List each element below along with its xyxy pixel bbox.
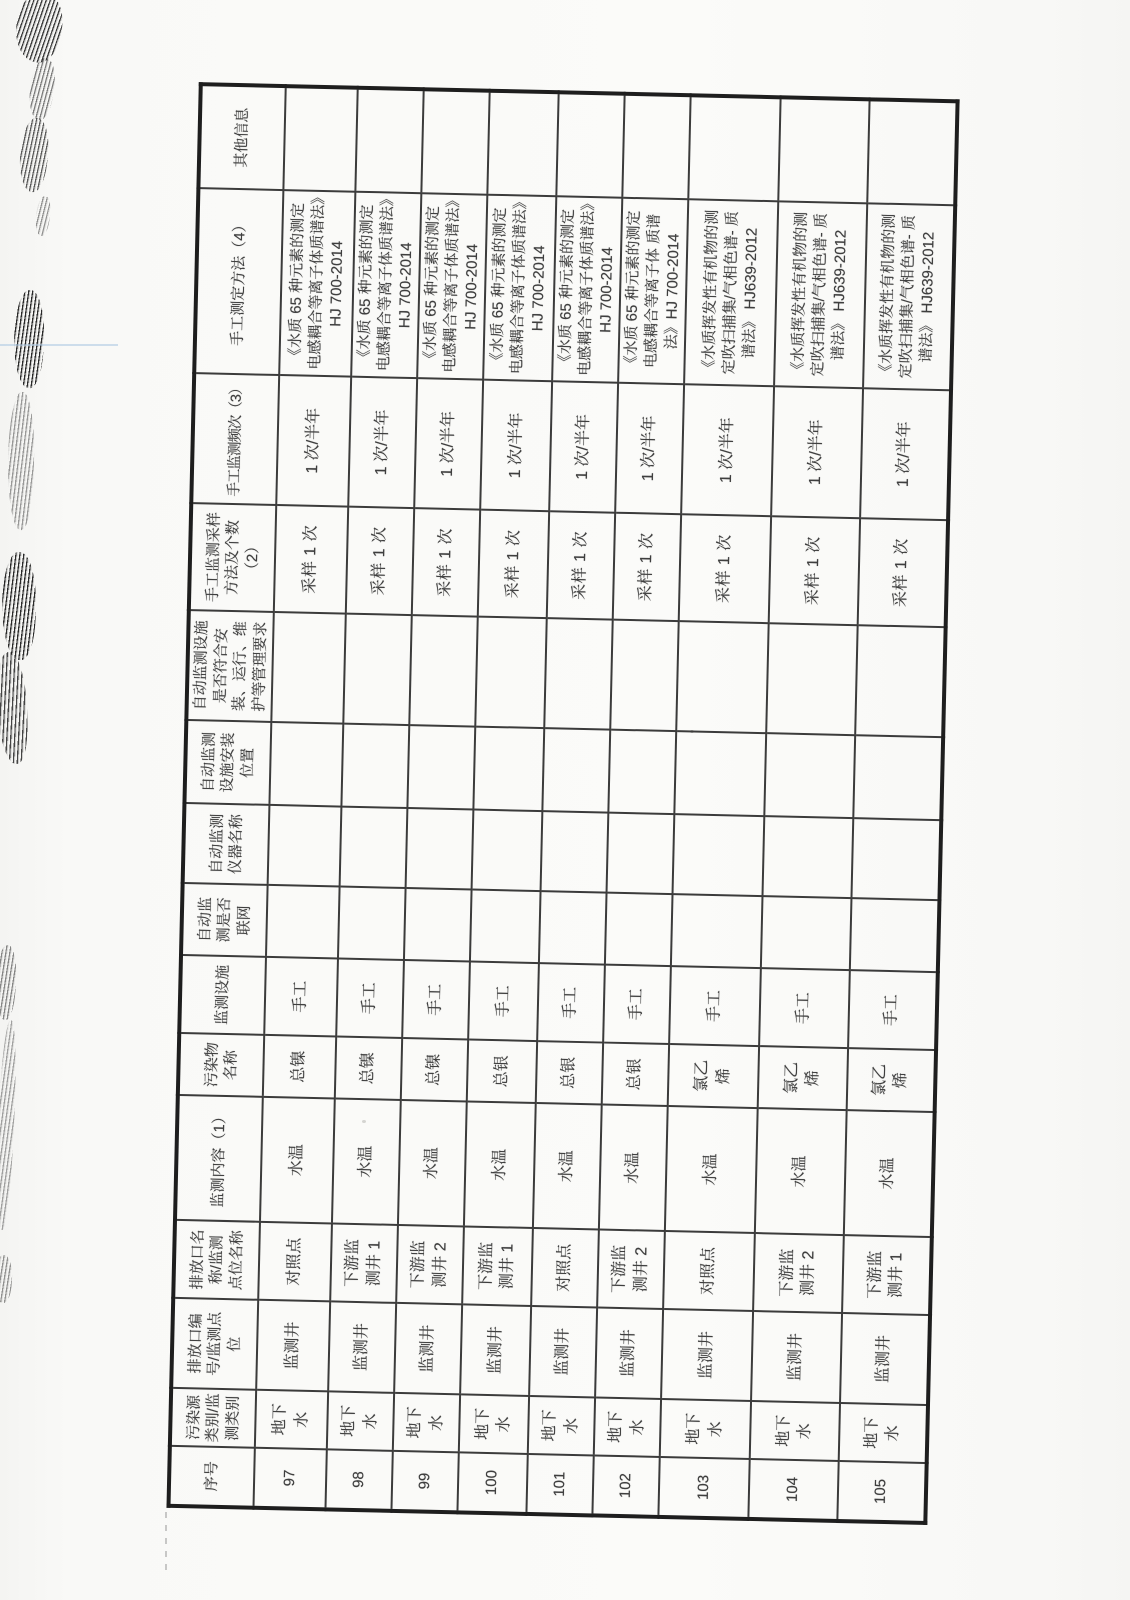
table-cell: 水温: [398, 1100, 467, 1226]
table-cell: 总银: [536, 1041, 603, 1104]
table-cell: 水温: [533, 1103, 602, 1229]
table-cell: [867, 99, 957, 205]
table-cell: 地下水: [255, 1390, 328, 1450]
table-cell: [610, 620, 678, 731]
table-cell: 采样 1 次: [346, 507, 414, 615]
table-cell: 104: [748, 1459, 838, 1521]
table-cell: 对照点: [531, 1228, 599, 1307]
table-cell: 地下水: [393, 1393, 460, 1452]
table-cell: 氯乙烯: [667, 1044, 758, 1108]
table-cell: 水温: [599, 1105, 668, 1231]
table-cell: [343, 614, 411, 725]
table-cell: [266, 885, 340, 959]
table-cell: 1 次/半年: [276, 375, 351, 507]
table-cell: 监测井: [256, 1300, 330, 1392]
table-cell: 98: [325, 1449, 392, 1510]
table-cell: 水温: [260, 1097, 335, 1224]
table-cell: 《水质 65 种元素的测定电感耦合等离子体质谱法》HJ 700-2014: [417, 193, 487, 379]
table-cell: 地下水: [528, 1396, 595, 1455]
table-cell: 99: [391, 1451, 458, 1512]
table-cell: [605, 893, 672, 966]
table-cell: 对照点: [258, 1222, 332, 1302]
table-cell: 103: [658, 1457, 749, 1519]
table-cell: [340, 807, 408, 888]
table-cell: 手工: [468, 961, 539, 1041]
table-cell: [764, 733, 855, 818]
table-cell: 《水质 65 种元素的测定电感耦合等离子体质谱法》HJ 700-2014: [351, 192, 421, 378]
table-cell: 《水质 65 种元素的测定电感耦合等离子体 质谱 法》HJ 700-2014: [618, 198, 688, 384]
header-cell: 其他信息: [198, 84, 285, 190]
table-cell: 监测井: [394, 1303, 462, 1394]
table-cell: 下游监测井 2: [753, 1233, 844, 1313]
table-cell: [851, 818, 941, 900]
table-cell: 1 次/半年: [615, 383, 684, 514]
table-cell: 1 次/半年: [549, 381, 618, 512]
table-cell: [475, 617, 546, 729]
table-cell: [853, 735, 943, 820]
ink-smudge: [0, 652, 29, 765]
table-cell: 手工: [759, 968, 850, 1048]
table-cell: 97: [253, 1448, 326, 1510]
table-cell: 监测井: [661, 1309, 753, 1401]
table-cell: 监测井: [328, 1301, 396, 1392]
table-cell: [778, 97, 869, 203]
table-cell: [269, 722, 343, 807]
table-cell: 手工: [603, 965, 671, 1044]
ink-smudge: [0, 1020, 19, 1231]
table-cell: 地下水: [659, 1399, 750, 1459]
header-cell: 监测内容（1）: [175, 1095, 263, 1222]
table-cell: [406, 808, 474, 889]
table-cell: [268, 805, 342, 887]
table-cell: 监测井: [751, 1311, 842, 1403]
ink-smudge: [0, 944, 19, 1020]
table-cell: [283, 86, 357, 192]
ink-smudge: [8, 0, 70, 67]
table-cell: [606, 813, 674, 894]
table-cell: 监测井: [595, 1307, 663, 1398]
header-cell: 排放口名称/监测点位名称: [173, 1220, 260, 1300]
header-cell: 监测设施: [179, 955, 266, 1035]
table-cell: 对照点: [663, 1231, 755, 1311]
table-cell: [760, 896, 851, 970]
table-cell: [409, 615, 477, 726]
table-cell: 地下水: [459, 1394, 529, 1454]
table-cell: 地下水: [838, 1403, 927, 1463]
header-cell: 手工监测频次（3）: [191, 373, 279, 505]
ink-smudge: [25, 56, 59, 121]
header-cell: 自动监测是否联网: [181, 883, 268, 957]
header-cell: 自动监测设施是否符合安装、运行、维护等管理要求: [186, 610, 273, 722]
table-cell: [473, 727, 544, 812]
table-cell: 下游监测井 1: [330, 1223, 398, 1302]
table-cell: 手工: [336, 959, 404, 1038]
table-cell: 地下水: [594, 1397, 661, 1456]
table-cell: 总镍: [401, 1038, 468, 1101]
table-cell: 采样 1 次: [678, 514, 770, 623]
table-cell: 采样 1 次: [274, 505, 348, 614]
table-cell: 采样 1 次: [857, 518, 947, 627]
table-cell: 1 次/半年: [348, 377, 417, 508]
header-cell: 序号: [169, 1446, 255, 1508]
table-body: [253, 86, 957, 1523]
table-cell: 氯乙烯: [846, 1048, 935, 1112]
table-cell: [539, 891, 607, 964]
rotated-sheet: [166, 86, 953, 1525]
table-cell: 手工: [669, 966, 761, 1046]
table-cell: 监测井: [529, 1306, 597, 1397]
table-cell: [338, 887, 406, 960]
header-cell: 手工监测采样方法及个数（2）: [189, 503, 276, 612]
table-cell: [542, 728, 610, 812]
table-cell: [470, 890, 541, 964]
table-cell: [421, 89, 489, 194]
header-cell: 排放口编号/监测点位: [171, 1298, 258, 1390]
ink-smudge: [11, 289, 46, 388]
table-cell: 水温: [664, 1106, 757, 1233]
table-cell: 1 次/半年: [681, 384, 774, 516]
table-cell: 手工: [537, 963, 605, 1042]
table-cell: 下游监测井 1: [462, 1226, 533, 1306]
table-cell: [671, 894, 763, 968]
table-cell: [556, 92, 624, 197]
table-cell: [355, 88, 423, 193]
header-cell: 自动监测设施安装位置: [184, 720, 271, 805]
table-cell: 采样 1 次: [547, 511, 615, 619]
table-cell: 1 次/半年: [771, 386, 863, 518]
header-cell: 手工测定方法（4）: [194, 188, 283, 375]
table-cell: 氯乙烯: [757, 1046, 847, 1110]
table-cell: [674, 731, 766, 816]
table-cell: 下游监测井 1: [842, 1235, 932, 1315]
table-cell: [404, 888, 471, 961]
table-cell: [676, 621, 768, 733]
table-cell: 采样 1 次: [768, 516, 859, 625]
table-cell: [849, 898, 939, 972]
table-cell: 监测井: [840, 1313, 930, 1405]
table-cell: 《水质挥发性有机物的测定吹扫捕集/气相色谱- 质谱法》 HJ639-2012: [684, 199, 778, 386]
table-cell: 1 次/半年: [860, 388, 951, 520]
table-cell: [608, 730, 676, 814]
table-cell: 总银: [467, 1039, 537, 1103]
table-cell: 水温: [843, 1110, 934, 1237]
table-cell: 采样 1 次: [613, 513, 681, 621]
table-cell: [341, 724, 409, 808]
table-cell: [762, 816, 853, 898]
table-cell: 手工: [402, 960, 470, 1039]
table-cell: 地下水: [327, 1391, 394, 1450]
table-cell: 手工: [848, 970, 938, 1050]
table-cell: 监测井: [460, 1304, 531, 1396]
table-cell: 101: [526, 1454, 593, 1515]
table-cell: 下游监测井 2: [597, 1229, 665, 1308]
table-cell: [688, 95, 780, 201]
table-cell: 总镍: [263, 1035, 336, 1099]
table-cell: 102: [592, 1455, 659, 1516]
ink-smudge: [0, 1254, 14, 1303]
table-cell: 水温: [754, 1108, 846, 1235]
table-cell: 《水质 65 种元素的测定电感耦合等离子体质谱法》HJ 700-2014: [279, 190, 355, 377]
table-cell: [271, 612, 345, 724]
table-cell: [487, 91, 558, 197]
scanner-line: [0, 344, 118, 346]
table-cell: 100: [457, 1452, 527, 1514]
table-cell: [471, 810, 542, 892]
table-cell: [766, 623, 857, 735]
table-cell: 水温: [464, 1101, 536, 1228]
table-cell: 105: [837, 1461, 926, 1523]
table-cell: 《水质 65 种元素的测定电感耦合等离子体质谱法》HJ 700-2014: [552, 196, 622, 382]
table-cell: 1 次/半年: [414, 378, 483, 509]
table-cell: 水温: [332, 1098, 401, 1224]
table-cell: 《水质 65 种元素的测定电感耦合等离子体质谱法》HJ 700-2014: [483, 195, 556, 382]
table-cell: [855, 625, 945, 737]
table-cell: [544, 618, 612, 729]
table-cell: 《水质挥发性有机物的测定吹扫捕集/气相色谱- 质谱法》 HJ639-2012: [774, 201, 867, 388]
table-cell: 采样 1 次: [412, 508, 480, 616]
table-cell: 手工: [264, 957, 338, 1037]
header-cell: 自动监测仪器名称: [183, 803, 270, 885]
header-cell: 污染物名称: [178, 1033, 264, 1097]
header-cell: 污染源类别/监测类别: [170, 1388, 256, 1448]
table-cell: [672, 814, 764, 896]
ink-smudge: [33, 195, 53, 237]
table-cell: 《水质挥发性有机物的测定吹扫捕集/气相色谱- 质谱法》 HJ639-2012: [863, 203, 955, 390]
table-cell: [622, 94, 690, 199]
table-cell: 下游监测井 2: [396, 1225, 464, 1304]
ink-smudge: [16, 117, 53, 194]
table-cell: [540, 811, 608, 892]
table-cell: 地下水: [749, 1401, 839, 1461]
table-cell: [407, 725, 475, 809]
monitoring-table: [166, 82, 959, 1525]
table-cell: 总银: [602, 1043, 669, 1106]
scanner-dash-mark: [165, 1512, 167, 1574]
table-cell: 采样 1 次: [478, 510, 549, 619]
ink-smudge: [6, 392, 37, 531]
ink-smudge: [0, 551, 38, 660]
table-cell: 1 次/半年: [480, 380, 552, 512]
table-cell: 总镍: [335, 1036, 402, 1099]
